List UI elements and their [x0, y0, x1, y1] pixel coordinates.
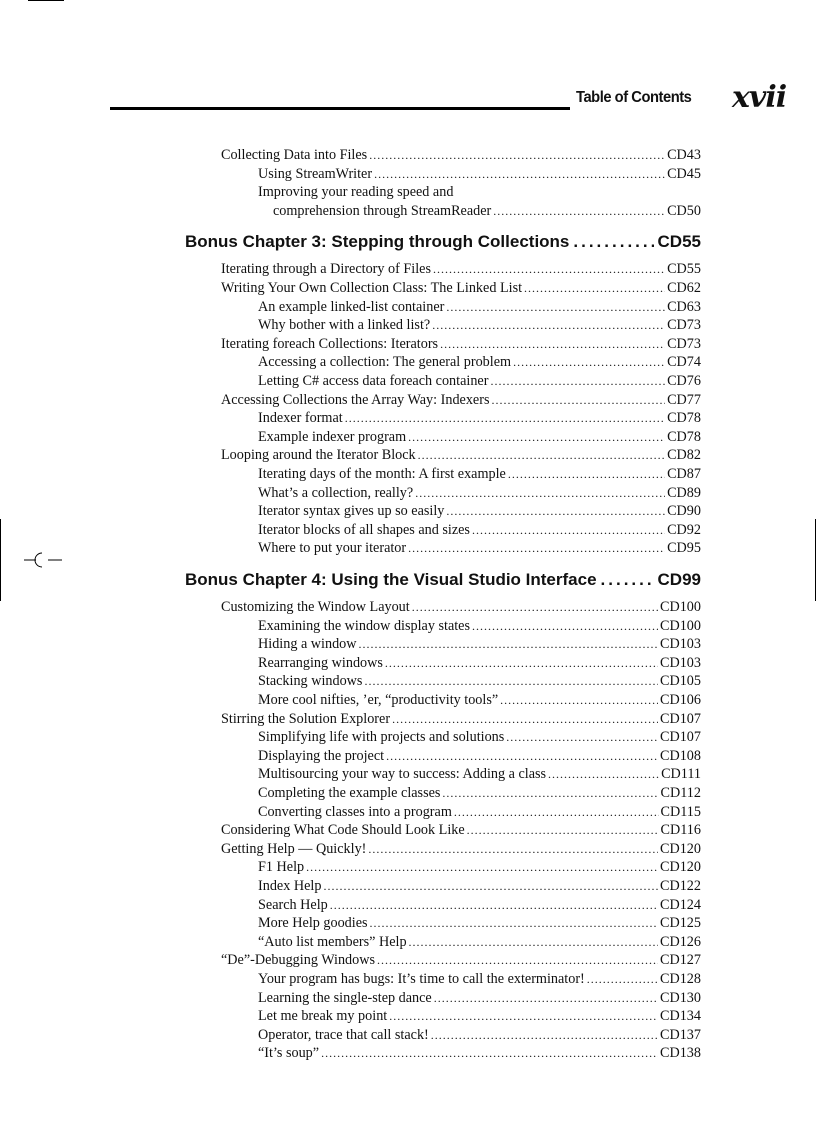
toc-page-number: CD76 [667, 373, 701, 389]
toc-page-number: CD73 [667, 317, 701, 334]
toc-entry [221, 951, 701, 970]
toc-dot-leader [408, 428, 665, 447]
toc-entry-title: Iterating days of the month: A first example [258, 466, 506, 482]
toc-page-number: CD62 [667, 280, 701, 296]
toc-entry-title: Stirring the Solution Explorer [221, 710, 391, 727]
toc-dot-leader [364, 672, 658, 691]
toc-entry [221, 446, 701, 465]
toc-entry-title: Bonus Chapter 4: Using the Visual Studio Interface [185, 570, 597, 589]
toc-entry [221, 391, 701, 410]
toc-entry [258, 933, 701, 952]
toc-page-number: CD55 [667, 261, 701, 278]
toc-entry-title: Simplifying life with projects and solutions [258, 729, 505, 746]
toc-page-number: CD43 [667, 147, 701, 163]
toc-entry [221, 840, 701, 859]
toc-chapter-heading [185, 568, 701, 592]
toc-dot-leader [587, 970, 658, 989]
toc-page-number: CD100 [660, 599, 701, 615]
toc-page-number: CD89 [667, 484, 701, 501]
toc-entry-title: Completing the example classes [258, 785, 441, 801]
toc-page-number: CD115 [660, 803, 701, 820]
toc-page-number: CD100 [660, 617, 701, 634]
toc-entry [258, 1007, 701, 1026]
toc-entry [258, 858, 701, 877]
toc-entry-title: Stacking windows [258, 673, 363, 690]
toc-page-number: CD116 [660, 822, 701, 839]
toc-dot-leader [472, 521, 665, 540]
toc-dot-leader [323, 877, 658, 896]
toc-entry-title: comprehension through StreamReader [273, 202, 492, 219]
toc-entry [221, 335, 701, 354]
toc-page-number: CD106 [660, 692, 701, 708]
toc-entry [258, 617, 701, 636]
toc-dot-leader [472, 617, 658, 636]
toc-page-number: CD77 [667, 391, 701, 408]
toc-entry [221, 279, 701, 298]
toc-page-number: CD78 [667, 428, 701, 445]
toc-dot-leader [306, 858, 658, 877]
toc-dot-leader [408, 539, 665, 558]
toc-entry [258, 803, 701, 822]
toc-entry-title: Multisourcing your way to success: Adding a class [258, 766, 547, 783]
toc-dot-leader [368, 840, 658, 859]
toc-entry [258, 728, 701, 747]
toc-entry [258, 183, 701, 202]
toc-entry [258, 635, 701, 654]
toc-page-number: CD105 [660, 673, 701, 690]
toc-entry [258, 521, 701, 540]
toc-dot-leader [377, 951, 658, 970]
toc-dot-leader [573, 230, 653, 254]
toc-entry [258, 428, 701, 447]
header-rule [110, 107, 570, 110]
toc-dot-leader [374, 165, 665, 184]
toc-dot-leader [548, 765, 659, 784]
toc-entry [258, 372, 701, 391]
toc-entry-title: Why bother with a linked list? [258, 317, 431, 334]
toc-entry-title: Example indexer program [258, 428, 407, 445]
crop-mark-top [28, 0, 64, 1]
toc-page-number: CD92 [667, 521, 701, 538]
toc-entry [258, 409, 701, 428]
toc-entry-title: Improving your reading speed and [258, 184, 454, 201]
toc-dot-leader [386, 747, 658, 766]
toc-entry [258, 970, 701, 989]
toc-entry [258, 165, 701, 184]
toc-page-number: CD45 [667, 165, 701, 182]
toc-page-number: CD122 [660, 878, 701, 894]
toc-entry-title: Writing Your Own Collection Class: The Linked List [221, 280, 523, 296]
toc-dot-leader [493, 202, 665, 221]
toc-page-number: CD127 [660, 952, 701, 969]
running-header-title: Table of Contents [576, 89, 692, 106]
toc-entry-title: Learning the single-step dance [258, 989, 432, 1006]
toc-page-number: CD137 [660, 1026, 701, 1043]
toc-entry-title: An example linked-list container [258, 298, 445, 315]
toc-entry-title: Operator, trace that call stack! [258, 1026, 429, 1043]
toc-entry [258, 691, 701, 710]
toc-page-number: CD55 [657, 232, 701, 252]
toc-page-number: CD120 [660, 859, 701, 876]
toc-dot-leader [491, 391, 665, 410]
toc-page-number: CD111 [661, 766, 701, 783]
toc-dot-leader [446, 298, 665, 317]
toc-page-number: CD125 [660, 915, 701, 932]
toc-entry-title: Using StreamWriter [258, 165, 373, 182]
toc-entry-title: “De”-Debugging Windows [221, 952, 376, 969]
toc-page-number: CD50 [667, 202, 701, 219]
toc-dot-leader [434, 989, 658, 1008]
toc-entry [258, 465, 701, 484]
toc-dot-leader [369, 146, 665, 165]
toc-entry-title: Index Help [258, 878, 322, 894]
toc-dot-leader [490, 372, 665, 391]
crop-mark-left [0, 519, 1, 601]
toc-page-number: CD95 [667, 540, 701, 557]
toc-dot-leader [440, 335, 665, 354]
toc-entry [258, 1044, 701, 1063]
toc-page-number: CD130 [660, 989, 701, 1006]
toc-page-number: CD126 [660, 933, 701, 950]
toc-entry-title: Hiding a window [258, 636, 357, 653]
toc-entry-title: Iterator syntax gives up so easily [258, 503, 445, 520]
toc-page-number: CD112 [660, 785, 701, 801]
toc-entry-title: Examining the window display states [258, 617, 470, 634]
toc-entry [273, 202, 701, 221]
toc-entry-title: Your program has bugs: It’s time to call the exterminator! [258, 971, 585, 987]
toc-entry [258, 747, 701, 766]
toc-dot-leader [370, 914, 658, 933]
toc-entry [258, 784, 701, 803]
toc-entry-title: Indexer format [258, 410, 343, 427]
toc-entry [258, 298, 701, 317]
toc-entry [258, 502, 701, 521]
toc-entry [258, 316, 701, 335]
toc-entry [258, 765, 701, 784]
toc-dot-leader [500, 691, 658, 710]
toc-dot-leader [524, 279, 665, 298]
toc-page-number: CD128 [660, 971, 701, 987]
toc-entry [258, 896, 701, 915]
toc-entry-title: More cool nifties, ’er, “productivity tools” [258, 692, 499, 708]
toc-entry [221, 146, 701, 165]
toc-dot-leader [506, 728, 658, 747]
toc-entry-title: Letting C# access data foreach container [258, 373, 489, 389]
toc-entry-title: Accessing Collections the Array Way: Indexers [221, 391, 490, 408]
toc-dot-leader [446, 502, 665, 521]
toc-page-number: CD87 [667, 466, 701, 482]
toc-entry [221, 260, 701, 279]
toc-dot-leader [330, 896, 658, 915]
toc-entry-title: Displaying the project [258, 747, 385, 764]
toc-entry-title: Iterator blocks of all shapes and sizes [258, 521, 470, 538]
toc-page-number: CD78 [667, 410, 701, 427]
toc-page-number: CD99 [657, 570, 701, 589]
toc-entry-title: Considering What Code Should Look Like [221, 822, 465, 839]
toc-page-number: CD103 [660, 636, 701, 653]
toc-dot-leader [513, 353, 665, 372]
toc-dot-leader [412, 598, 658, 617]
toc-chapter-heading [185, 230, 701, 254]
toc-page-number: CD73 [667, 335, 701, 352]
toc-page-number: CD120 [660, 840, 701, 857]
toc-entry [221, 598, 701, 617]
toc-dot-leader [359, 635, 658, 654]
toc-entry-title: Accessing a collection: The general problem [258, 354, 512, 371]
toc-entry [258, 1026, 701, 1045]
page-number: xvii [732, 80, 787, 115]
toc-entry-title: Where to put your iterator [258, 540, 407, 557]
toc-page-number: CD63 [667, 298, 701, 315]
toc-entry [221, 821, 701, 840]
toc-dot-leader [385, 654, 658, 673]
toc-page-number: CD107 [660, 710, 701, 727]
toc-entry-title: “Auto list members” Help [258, 933, 407, 950]
toc-dot-leader [508, 465, 665, 484]
toc-dot-leader [418, 446, 665, 465]
toc-dot-leader [454, 803, 659, 822]
toc-page-number: CD82 [667, 447, 701, 464]
toc-page-number: CD107 [660, 729, 701, 746]
toc-dot-leader [442, 784, 658, 803]
toc-entry-title: Iterating through a Directory of Files [221, 261, 431, 278]
toc-dot-leader [431, 1026, 658, 1045]
toc-entry [258, 484, 701, 503]
toc-dot-leader [601, 568, 654, 592]
toc-dot-leader [321, 1044, 658, 1063]
toc-dot-leader [432, 316, 665, 335]
toc-entry-title: Let me break my point [258, 1008, 388, 1025]
toc-entry-title: Iterating foreach Collections: Iterators [221, 335, 439, 352]
toc-entry [258, 539, 701, 558]
registration-mark-icon [22, 550, 66, 570]
toc-dot-leader [389, 1007, 658, 1026]
toc-page-number: CD103 [660, 654, 701, 671]
toc-entry-title: What’s a collection, really? [258, 484, 414, 501]
toc-entry-title: Search Help [258, 896, 328, 913]
toc-entry [258, 654, 701, 673]
toc-page-number: CD108 [660, 747, 701, 764]
toc-entry [258, 989, 701, 1008]
toc-dot-leader [392, 710, 658, 729]
toc-entry-title: “It’s soup” [258, 1045, 320, 1062]
toc-entry-title: Rearranging windows [258, 654, 383, 671]
toc-entry [258, 877, 701, 896]
toc-entry-title: Customizing the Window Layout [221, 599, 410, 615]
toc-page-number: CD124 [660, 896, 701, 913]
toc-entry [258, 353, 701, 372]
toc-entry [258, 672, 701, 691]
toc-page-number: CD90 [667, 503, 701, 520]
toc-dot-leader [409, 933, 658, 952]
toc-entry [258, 914, 701, 933]
toc-page-number: CD134 [660, 1008, 701, 1025]
toc-entry-title: Getting Help — Quickly! [221, 840, 367, 857]
toc-page-number: CD74 [667, 354, 701, 371]
toc-entry-title: F1 Help [258, 859, 305, 876]
toc-entry-title: Bonus Chapter 3: Stepping through Collections [185, 232, 570, 252]
toc-entry-title: Looping around the Iterator Block [221, 447, 416, 464]
toc-dot-leader [433, 260, 665, 279]
toc-entry-title: Collecting Data into Files [221, 147, 368, 163]
toc-dot-leader [467, 821, 659, 840]
toc-dot-leader [415, 484, 665, 503]
toc-page-number: CD138 [660, 1045, 701, 1062]
toc-entry-title: More Help goodies [258, 915, 368, 932]
toc-dot-leader [345, 409, 665, 428]
toc-entry-title: Converting classes into a program [258, 803, 452, 820]
toc-entry [221, 710, 701, 729]
